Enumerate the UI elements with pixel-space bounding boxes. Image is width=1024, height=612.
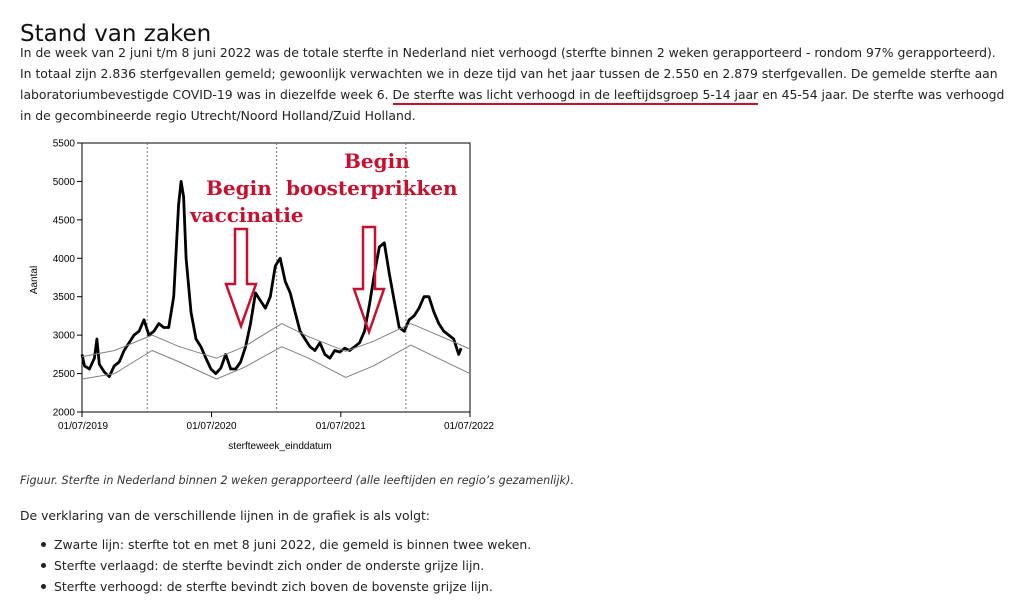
y-tick-label: 2500 xyxy=(52,369,75,381)
x-tick-label: 01/07/2019 xyxy=(58,421,109,432)
paragraph-intro: In de week van 2 juni t/m 8 juni 2022 was de totale sterfte in Nederland niet verhoogd (sterfte binnen 2 weken gerapporteerd - rondom 97% gerapporteerd). In totaal zijn 2.836 sterfgevallen gemeld; gewoonlijk verwachten we in deze tijd van het jaar tussen de 2.550 en 2.879 sterfgevallen. De gemelde sterfte aan laboratoriumbevestigde COVID-19 was in diezelfde week 6. xyxy=(20,45,998,102)
x-axis-label: sterfteweek_einddatum xyxy=(228,441,332,452)
x-tick-label: 01/07/2022 xyxy=(443,421,494,432)
status-paragraph xyxy=(20,42,1010,126)
legend-intro: De verklaring van de verschillende lijnen in de grafiek is als volgt: xyxy=(20,508,430,523)
y-tick-label: 5000 xyxy=(52,176,75,188)
mortality-chart xyxy=(20,134,500,464)
legend-list xyxy=(20,534,531,597)
vaccination-label-line2: vaccinatie xyxy=(190,203,304,227)
booster-label-line2: boosterprikken xyxy=(286,176,458,200)
vaccination-label-line1: Begin xyxy=(206,176,272,200)
x-tick-label: 01/07/2021 xyxy=(315,421,366,432)
y-axis xyxy=(53,139,82,419)
list-item: Sterfte verlaagd: de sterfte bevindt zich onder de onderste grijze lijn. xyxy=(20,555,531,576)
highlighted-sentence: De sterfte was licht verhoogd in de leeftijdsgroep 5-14 jaar xyxy=(393,87,759,105)
y-tick-label: 3000 xyxy=(52,330,75,342)
y-tick-label: 4000 xyxy=(52,253,75,265)
list-item: Zwarte lijn: sterfte tot en met 8 juni 2022, die gemeld is binnen twee weken. xyxy=(20,534,531,555)
booster-label-line1: Begin xyxy=(344,149,410,173)
figure-caption: Figuur. Sterfte in Nederland binnen 2 weken gerapporteerd (alle leeftijden en regio’s gezamenlijk). xyxy=(20,474,574,487)
y-tick-label: 3500 xyxy=(52,292,75,304)
x-tick-label: 01/07/2020 xyxy=(186,421,237,432)
y-axis-label: Aantal xyxy=(29,265,40,295)
paragraph-outro: en 45-54 jaar. De sterfte was verhoogd in de gecombineerde regio Utrecht/Noord Holland/Zuid Holland. xyxy=(20,87,1005,123)
x-axis xyxy=(58,412,494,432)
page-title: Stand van zaken xyxy=(20,21,212,48)
y-tick-label: 2000 xyxy=(52,407,75,419)
y-tick-label: 4500 xyxy=(52,215,75,227)
list-item: Sterfte verhoogd: de sterfte bevindt zich boven de bovenste grijze lijn. xyxy=(20,576,531,597)
y-tick-label: 5500 xyxy=(52,138,75,150)
